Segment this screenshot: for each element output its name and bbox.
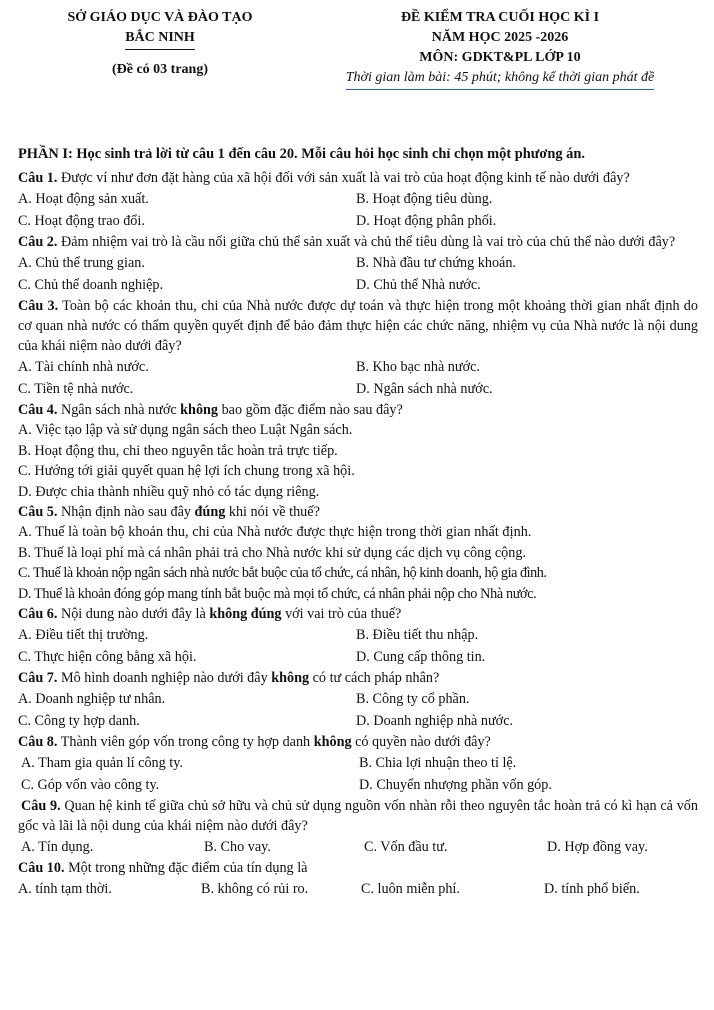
- option-a[interactable]: A. Việc tạo lập và sử dụng ngân sách theo Luật Ngân sách.: [18, 422, 353, 438]
- options-3: [18, 356, 698, 400]
- question-emphasis: không: [180, 402, 219, 418]
- options-1: [18, 188, 698, 232]
- question-label: Câu 9.: [21, 798, 61, 814]
- option-a[interactable]: A. Hoạt động sản xuất.: [18, 191, 149, 207]
- question-text: Nhận định nào sau đây: [57, 504, 195, 520]
- question-label: Câu 10.: [18, 860, 65, 876]
- question-text: Đảm nhiệm vai trò là cầu nối giữa chủ thể sản xuất và chủ thể tiêu dùng là vai trò của chủ thể nào dưới đây?: [57, 234, 676, 250]
- question-text: Được ví như đơn đặt hàng của xã hội đối với sản xuất là vai trò của hoạt động kinh tế nào dưới đây?: [57, 170, 630, 186]
- option-a[interactable]: A. Tín dụng.: [21, 839, 94, 855]
- question-10: [18, 858, 698, 878]
- question-label: Câu 6.: [18, 606, 58, 622]
- option-c[interactable]: C. luôn miễn phí.: [361, 881, 460, 897]
- question-text: Ngân sách nhà nước: [57, 402, 181, 418]
- header-right: [300, 8, 700, 90]
- question-text: Quan hệ kinh tế giữa chủ sở hữu và chủ sử dụng nguồn vốn nhàn rỗi theo nguyên tắc hoàn trả có kì hạn cả vốn gốc và lãi là nội dung của khái niệm nào dưới đây?: [18, 798, 698, 834]
- option-a[interactable]: A. Điều tiết thị trường.: [18, 627, 149, 643]
- question-text: khi nói về thuế?: [225, 504, 320, 520]
- option-c[interactable]: C. Hoạt động trao đổi.: [18, 213, 145, 229]
- option-d[interactable]: D. Hợp đồng vay.: [547, 839, 648, 855]
- question-text: Thành viên góp vốn trong công ty hợp danh: [57, 734, 314, 750]
- question-6: [18, 604, 698, 624]
- question-text: bao gồm đặc điểm nào sau đây?: [218, 402, 403, 418]
- option-a[interactable]: A. tính tạm thời.: [18, 881, 112, 897]
- header-left: [40, 8, 280, 80]
- question-emphasis: đúng: [194, 504, 226, 520]
- option-b[interactable]: B. Nhà đầu tư chứng khoán.: [356, 255, 516, 271]
- question-emphasis: không: [313, 734, 352, 750]
- question-label: Câu 4.: [18, 402, 58, 418]
- option-b[interactable]: B. Chia lợi nhuận theo tỉ lệ.: [359, 755, 517, 771]
- option-a[interactable]: A. Tài chính nhà nước.: [18, 359, 149, 375]
- question-emphasis: không: [271, 670, 310, 686]
- question-text: Mô hình doanh nghiệp nào dưới đây: [57, 670, 272, 686]
- option-c[interactable]: C. Công ty hợp danh.: [18, 713, 140, 729]
- part1-title: PHẦN I: Học sinh trả lời từ câu 1 đến câu 20. Mỗi câu hỏi học sinh chỉ chọn một phương án.: [18, 146, 585, 162]
- option-a[interactable]: A. Tham gia quản lí công ty.: [21, 755, 183, 771]
- options-9: [18, 836, 698, 858]
- option-c[interactable]: C. Hướng tới giải quyết quan hệ lợi ích chung trong xã hội.: [18, 463, 355, 479]
- option-b[interactable]: B. Điều tiết thu nhập.: [356, 627, 479, 643]
- subject: MÔN: GDKT&PL LỚP 10: [419, 50, 581, 65]
- option-b[interactable]: B. Hoạt động tiêu dùng.: [356, 191, 493, 207]
- option-d[interactable]: D. Chuyển nhượng phần vốn góp.: [359, 777, 552, 793]
- options-4: [18, 420, 698, 502]
- exam-content: [18, 144, 698, 900]
- question-text: với vai trò của thuế?: [281, 606, 402, 622]
- question-2: [18, 232, 698, 252]
- province-name: BẮC NINH: [125, 28, 195, 50]
- question-label: Câu 1.: [18, 170, 58, 186]
- question-label: Câu 5.: [18, 504, 58, 520]
- question-text: Một trong những đặc điểm của tín dụng là: [64, 860, 308, 876]
- question-text: Toàn bộ các khoản thu, chi của Nhà nước được dự toán và thực hiện trong một khoảng thời gian nhất định do cơ quan nhà nước có thẩm quyền quyết định để bảo đảm thực hiện các chức năng, nhiệm vụ của Nhà nước là nội dung của khái niệm nào dưới đây?: [18, 298, 698, 354]
- question-8: [18, 732, 698, 752]
- option-c[interactable]: C. Thực hiện công bằng xã hội.: [18, 649, 197, 665]
- question-text: Nội dung nào dưới đây là: [57, 606, 210, 622]
- option-b[interactable]: B. Kho bạc nhà nước.: [356, 359, 480, 375]
- school-year: NĂM HỌC 2025 -2026: [431, 30, 569, 45]
- option-c[interactable]: C. Vốn đầu tư.: [364, 839, 448, 855]
- time-note: Thời gian làm bài: 45 phút; không kể thời gian phát đề: [346, 68, 655, 90]
- options-5: [18, 522, 698, 604]
- option-d[interactable]: D. Cung cấp thông tin.: [356, 649, 486, 665]
- question-label: Câu 7.: [18, 670, 58, 686]
- option-d[interactable]: D. Được chia thành nhiều quỹ nhỏ có tác dụng riêng.: [18, 483, 320, 500]
- exam-header: [0, 8, 714, 108]
- option-d[interactable]: D. Ngân sách nhà nước.: [356, 381, 493, 397]
- options-6: [18, 624, 698, 668]
- options-10: [18, 878, 698, 900]
- option-b[interactable]: B. Cho vay.: [204, 839, 271, 855]
- exam-title: ĐỀ KIỂM TRA CUỐI HỌC KÌ I: [400, 10, 600, 25]
- option-c[interactable]: C. Tiền tệ nhà nước.: [18, 381, 134, 397]
- question-7: [18, 668, 698, 688]
- question-9: [18, 796, 698, 836]
- question-text: có tư cách pháp nhân?: [309, 670, 440, 686]
- option-d[interactable]: D. Doanh nghiệp nhà nước.: [356, 713, 514, 729]
- option-d[interactable]: D. Thuế là khoản đóng góp mang tính bắt buộc mà mọi tổ chức, cá nhân phải nộp cho Nhà nước.: [18, 585, 537, 602]
- option-b[interactable]: B. không có rủi ro.: [201, 881, 309, 897]
- pages-note: (Đề có 03 trang): [111, 62, 209, 77]
- question-label: Câu 3.: [18, 298, 59, 314]
- question-3: [18, 296, 698, 356]
- question-4: [18, 400, 698, 420]
- question-label: Câu 2.: [18, 234, 58, 250]
- question-1: [18, 168, 698, 188]
- option-b[interactable]: B. Thuế là loại phí mà cá nhân phải trả cho Nhà nước khi sử dụng các dịch vụ công cộng.: [18, 544, 527, 561]
- option-a[interactable]: A. Chủ thể trung gian.: [18, 255, 145, 271]
- question-text: có quyền nào dưới đây?: [351, 734, 491, 750]
- option-b[interactable]: B. Hoạt động thu, chi theo nguyên tắc hoàn trả trực tiếp.: [18, 442, 338, 459]
- question-label: Câu 8.: [18, 734, 58, 750]
- question-5: [18, 502, 698, 522]
- option-b[interactable]: B. Công ty cổ phần.: [356, 691, 470, 707]
- option-a[interactable]: A. Thuế là toàn bộ khoản thu, chi của Nhà nước được thực hiện trong thời gian nhất định.: [18, 524, 532, 540]
- question-emphasis: không đúng: [209, 606, 282, 622]
- option-d[interactable]: D. tính phổ biến.: [544, 881, 640, 897]
- option-c[interactable]: C. Chủ thể doanh nghiệp.: [18, 277, 164, 293]
- option-c[interactable]: C. Góp vốn vào công ty.: [21, 777, 160, 793]
- options-7: [18, 688, 698, 732]
- option-c[interactable]: C. Thuế là khoản nộp ngân sách nhà nước bắt buộc của tổ chức, cá nhân, hộ kinh doanh, hộ gia đình.: [18, 565, 547, 581]
- options-8: [18, 752, 698, 796]
- option-d[interactable]: D. Hoạt động phân phối.: [356, 213, 497, 229]
- option-a[interactable]: A. Doanh nghiệp tư nhân.: [18, 691, 166, 707]
- agency-name: SỞ GIÁO DỤC VÀ ĐÀO TẠO: [67, 10, 253, 25]
- option-d[interactable]: D. Chủ thể Nhà nước.: [356, 277, 481, 293]
- options-2: [18, 252, 698, 296]
